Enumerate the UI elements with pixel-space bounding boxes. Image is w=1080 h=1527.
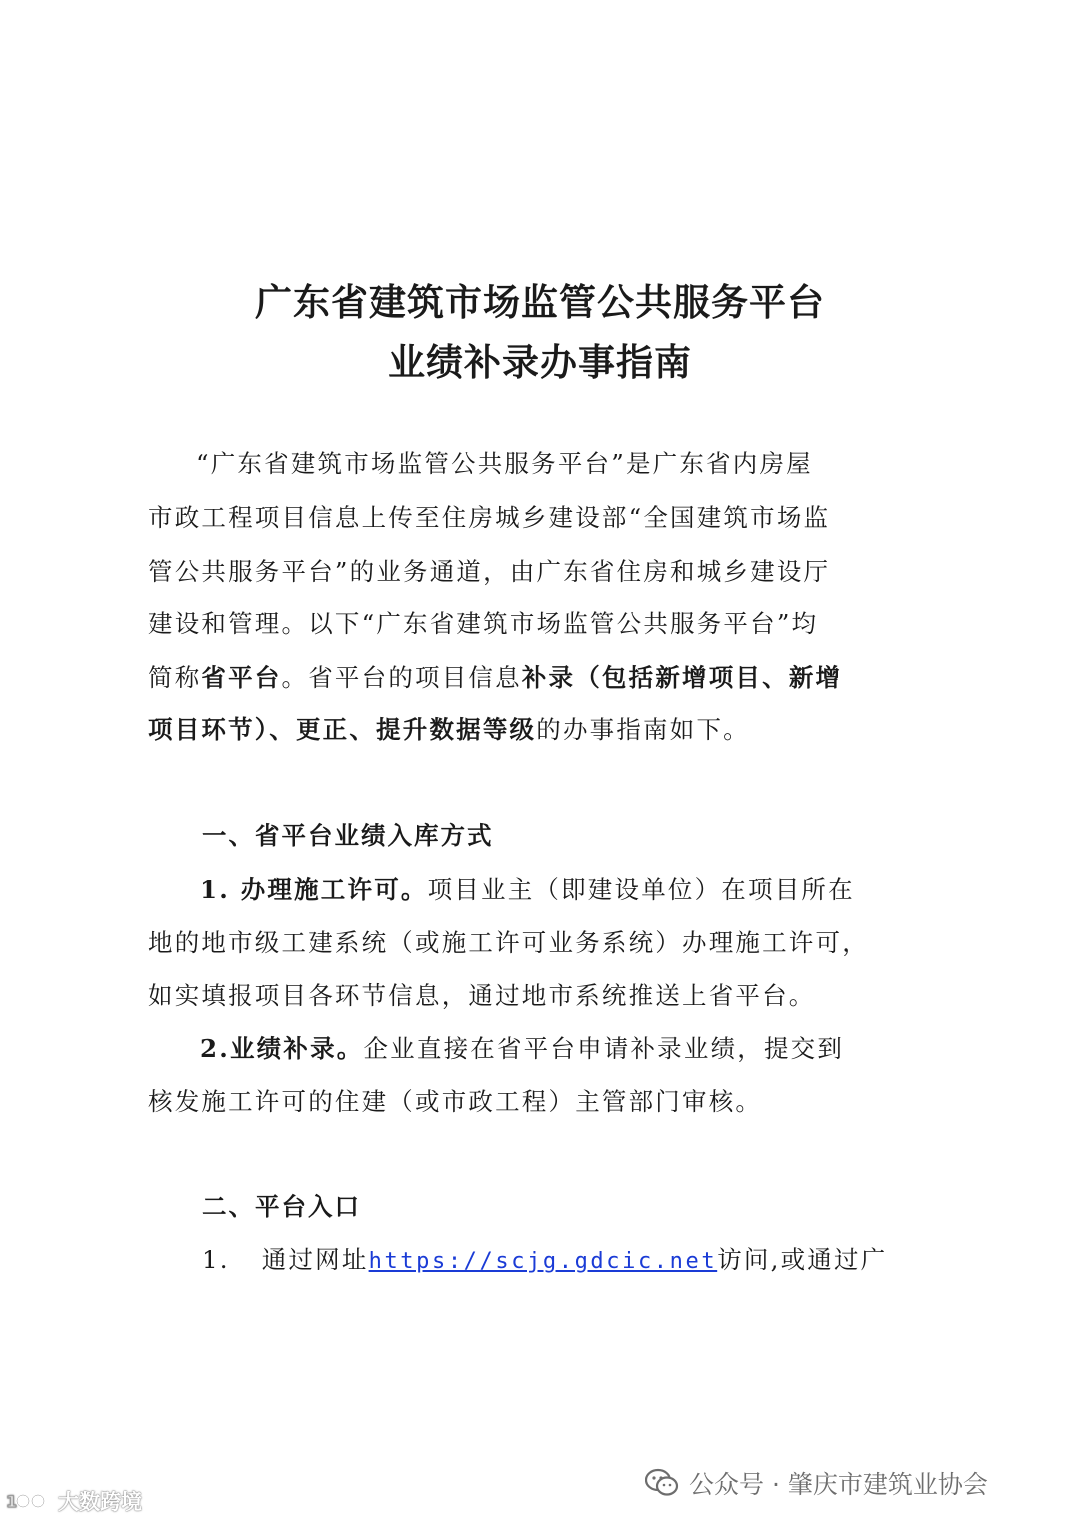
intro-line-4: 建设和管理。以下“广东省建筑市场监管公共服务平台”均: [148, 609, 819, 638]
intro-line-6: [148, 712, 860, 748]
section1-p2-text: 企业直接在省平台申请补录业绩，提交到: [363, 1034, 845, 1063]
intro-bold-term: 省平台: [201, 663, 282, 692]
platform-url-link[interactable]: https://scjg.gdcic.net: [368, 1249, 718, 1274]
doc-title-line2: 业绩补录办事指南: [388, 340, 692, 384]
watermark: [6, 1486, 142, 1516]
intro-line-2: 市政工程项目信息上传至住房城乡建设部“全国建筑市场监: [148, 503, 831, 532]
section2-heading: 二、平台入口: [202, 1192, 361, 1221]
intro-bold-term: 项目环节）、更正、提升数据等级: [148, 715, 537, 744]
intro-text: 。省平台的项目信息: [281, 663, 522, 692]
intro-bold-term: 补录（包括新增项目、新增: [521, 663, 843, 692]
intro-line-3: 管公共服务平台”的业务通道，由广东省住房和城乡建设厅: [148, 557, 831, 586]
wechat-account-name: 公众号 · 肇庆市建筑业协会: [689, 1470, 988, 1499]
section1-heading: 一、省平台业绩入库方式: [202, 821, 494, 850]
watermark-logo-icon: [6, 1489, 54, 1513]
section2-item1-number: 1.: [202, 1245, 230, 1274]
watermark-text: 大数跨境: [58, 1490, 142, 1514]
section1-p1-line1: [200, 872, 912, 908]
section2-item1-pre: 通过网址: [261, 1245, 369, 1274]
svg-text:1: 1: [6, 1492, 18, 1511]
intro-text: 简称: [148, 663, 202, 692]
wechat-icon: [645, 1468, 679, 1498]
section1-p2-line1: [200, 1031, 912, 1067]
section1-p2-label: 2.业绩补录。: [200, 1034, 364, 1063]
section1-p2-line2: 核发施工许可的住建（或市政工程）主管部门审核。: [148, 1087, 763, 1116]
section1-p1-label: 1. 办理施工许可。: [200, 875, 428, 904]
section2-item1-post: 访问,或通过广: [717, 1245, 888, 1274]
section1-p1-text: 项目业主（即建设单位）在项目所在: [427, 875, 855, 904]
intro-text: 的办事指南如下。: [536, 715, 750, 744]
wechat-footer: [645, 1463, 1065, 1503]
intro-line-5: [148, 660, 860, 696]
doc-title-line1: 广东省建筑市场监管公共服务平台: [255, 280, 825, 324]
section2-item1: [202, 1242, 914, 1280]
section1-p1-line2: 地的地市级工建系统（或施工许可业务系统）办理施工许可，: [148, 928, 869, 957]
intro-line-1: “广东省建筑市场监管公共服务平台”是广东省内房屋: [196, 449, 813, 478]
section1-p1-line3: 如实填报项目各环节信息，通过地市系统推送上省平台。: [148, 981, 816, 1010]
